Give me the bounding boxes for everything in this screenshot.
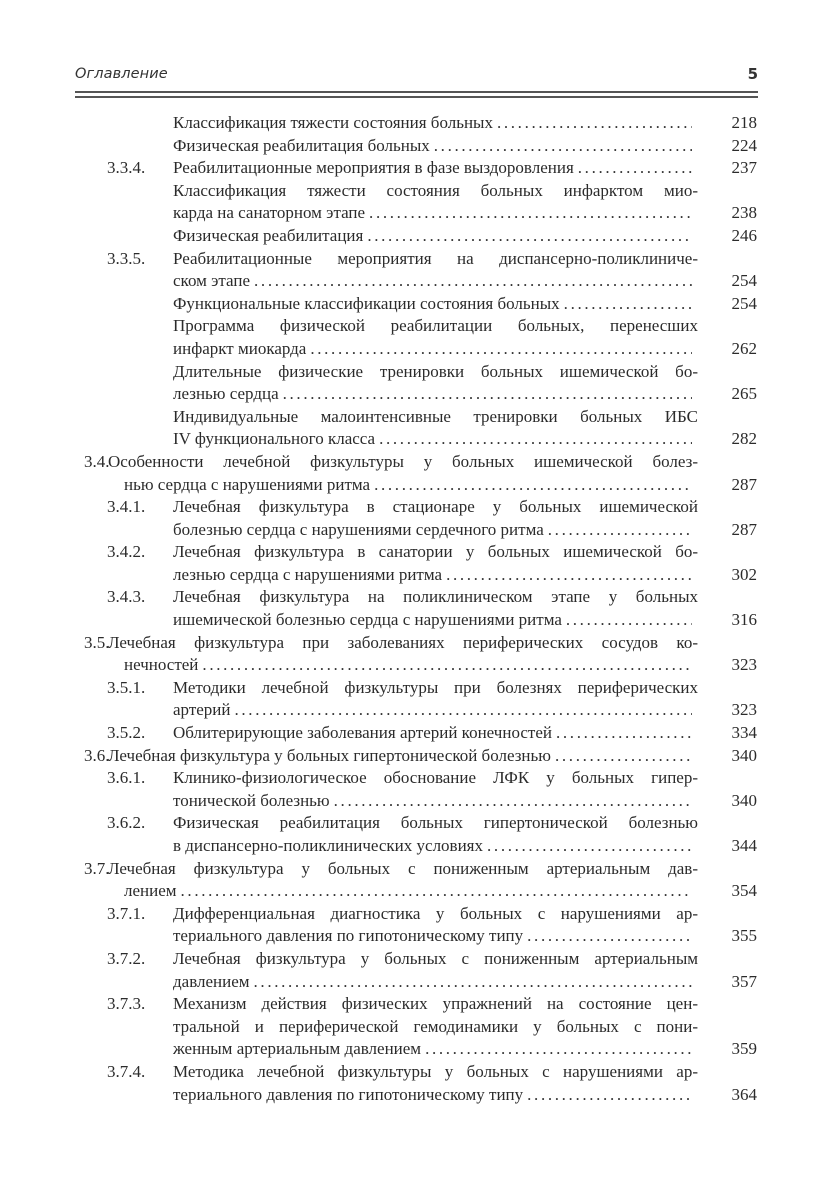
toc-entry-title: Лечебная физкультура у больных с пониженным артериальным (173, 948, 698, 968)
toc-entry-title: в диспансерно-поликлинических условиях (173, 836, 484, 855)
toc-entry-page[interactable]: 355 (731, 926, 757, 946)
toc-entry-page[interactable]: 265 (731, 384, 757, 404)
toc-entry-line (0, 406, 839, 429)
toc-entry-page[interactable]: 323 (731, 700, 757, 720)
toc-entry-page[interactable]: 262 (731, 338, 757, 358)
toc-entry-line (0, 925, 839, 948)
toc-entry-title: Лечебная физкультура у больных гипертонической болезнью (108, 745, 551, 765)
toc-entry-page[interactable]: 246 (731, 225, 757, 245)
dot-leader (556, 722, 692, 745)
dot-leader (487, 835, 692, 858)
toc-entry-number: 3.7.4. (107, 1061, 146, 1081)
dot-leader (578, 157, 692, 180)
dot-leader (235, 699, 693, 722)
toc-entry-line (0, 474, 839, 497)
running-header (75, 66, 758, 90)
toc-entry-line (0, 632, 839, 655)
toc-entry[interactable] (0, 745, 839, 768)
toc-entry-page[interactable]: 334 (731, 723, 757, 743)
dot-leader (367, 225, 692, 248)
toc-entry-line (0, 971, 839, 994)
toc-entry-line (0, 609, 839, 632)
toc-entry-title: Реабилитационные мероприятия на диспансерно-поликлиниче- (173, 248, 698, 268)
toc-entry-title: Реабилитационные мероприятия в фазе выздоровления (173, 158, 574, 178)
dot-leader (425, 1038, 692, 1061)
dot-leader (310, 338, 692, 361)
toc-entry-line (0, 993, 839, 1016)
toc-entry[interactable] (0, 112, 839, 135)
dot-leader (527, 1084, 692, 1107)
toc-entry-line (0, 586, 839, 609)
toc-entry-page[interactable]: 282 (731, 429, 757, 449)
toc-entry-line (0, 903, 839, 926)
dot-leader (434, 135, 692, 158)
toc-entry-title: Особенности лечебной физкультуры у больных ишемической болез- (108, 451, 698, 471)
toc-entry-line (0, 383, 839, 406)
page-number: 5 (747, 65, 758, 83)
toc-entry-title: инфаркт миокарда (173, 338, 307, 358)
toc-entry-line (0, 1016, 839, 1039)
dot-leader (548, 519, 692, 542)
toc-entry-title: Функциональные классификации состояния больных (173, 293, 560, 313)
toc-entry-title: давлением (173, 971, 250, 991)
toc-entry-page[interactable]: 340 (731, 790, 757, 810)
toc-entry-line (0, 1038, 839, 1061)
toc-entry-title: Классификация тяжести состояния больных (173, 113, 493, 132)
toc-entry[interactable] (0, 903, 839, 948)
toc-entry-page[interactable]: 224 (731, 135, 757, 155)
toc-entry-line (0, 835, 839, 858)
toc-entry-number: 3.4. (84, 451, 110, 471)
toc-entry-line (0, 315, 839, 338)
toc-entry-title: териального давления по гипотоническому типу (173, 926, 524, 946)
toc-entry-line (0, 496, 839, 519)
toc-entry[interactable] (0, 812, 839, 857)
toc-entry-title: Механизм действия физических упражнений на состояние цен- (173, 994, 698, 1014)
toc-entry[interactable] (0, 632, 839, 677)
dot-leader (202, 654, 692, 677)
toc-entry-line (0, 1061, 839, 1084)
toc-entry-page[interactable]: 238 (731, 203, 757, 223)
toc-entry-page[interactable]: 340 (731, 745, 757, 765)
toc-entry-line (0, 202, 839, 225)
header-rule-bottom (75, 96, 758, 98)
toc-entry-line (0, 293, 839, 316)
toc-entry-line (0, 948, 839, 971)
toc-entry-line (0, 812, 839, 835)
toc-entry-line (0, 654, 839, 677)
toc-entry-title: тонической болезнью (173, 790, 330, 810)
toc-entry-number: 3.7.2. (107, 948, 146, 968)
toc-entry-line (0, 790, 839, 813)
toc-entry-title: Лечебная физкультура при заболеваниях периферических сосудов ко- (108, 632, 698, 652)
toc-entry-title: Дифференциальная диагностика у больных с нарушениями ар- (173, 903, 698, 923)
toc-entry[interactable] (0, 180, 839, 225)
toc-entry-number: 3.5.1. (107, 677, 146, 697)
toc-entry-line (0, 519, 839, 542)
dot-leader (446, 564, 692, 587)
toc-entry-line (0, 338, 839, 361)
toc-entry-page[interactable]: 364 (731, 1084, 757, 1104)
toc-entry[interactable] (0, 361, 839, 406)
toc-entry-number: 3.4.1. (107, 497, 146, 517)
toc-entry-number: 3.6.1. (107, 768, 146, 788)
toc-entry-title: болезнью сердца с нарушениями сердечного ритма (173, 519, 544, 539)
toc-entry-number: 3.3.4. (107, 158, 146, 178)
toc-entry[interactable] (0, 293, 839, 316)
toc-entry-line (0, 564, 839, 587)
toc-entry-page[interactable]: 287 (731, 519, 757, 539)
toc-entry-number: 3.7.3. (107, 994, 146, 1014)
toc-entry-title: Лечебная физкультура у больных с пониженным артериальным дав- (108, 858, 698, 878)
toc-entry-title: Лечебная физкультура на поликлиническом этапе у больных (173, 587, 698, 607)
toc-entry[interactable] (0, 541, 839, 586)
toc-entry[interactable] (0, 722, 839, 745)
toc-entry-title: IV функционального класса (173, 429, 376, 449)
toc-entry-title: Методики лечебной физкультуры при болезнях периферических (173, 677, 698, 697)
toc-entry-page[interactable]: 254 (731, 293, 757, 313)
dot-leader (564, 293, 692, 316)
toc-entry-number: 3.7.1. (107, 903, 146, 923)
toc-entry-title: нечностей (124, 655, 199, 675)
toc-entry-line (0, 745, 839, 768)
dot-leader (379, 428, 692, 451)
toc-entry-line (0, 767, 839, 790)
dot-leader (254, 270, 692, 293)
toc-entry-line (0, 677, 839, 700)
toc-entry-page[interactable]: 254 (731, 271, 757, 291)
toc-entry[interactable] (0, 157, 839, 180)
toc-entry-page[interactable]: 357 (731, 971, 757, 991)
toc-entry-page[interactable]: 344 (731, 836, 757, 855)
toc-entry-title: Методика лечебной физкультуры у больных с нарушениями ар- (173, 1061, 698, 1081)
running-header-title: Оглавление (75, 66, 168, 82)
toc-entry-page[interactable]: 218 (731, 113, 757, 132)
toc-entry-number: 3.5. (84, 632, 110, 652)
toc-entry-line (0, 135, 839, 158)
toc-entry-title: лезнью сердца с нарушениями ритма (173, 564, 443, 584)
header-rule-top (75, 91, 758, 93)
toc-entry-line (0, 248, 839, 271)
toc-entry-title: териального давления по гипотоническому типу (173, 1084, 524, 1104)
toc-entry-title: нью сердца с нарушениями ритма (124, 474, 371, 494)
toc-entry-title: лезнью сердца (173, 384, 279, 404)
toc-entry-title: карда на санаторном этапе (173, 203, 366, 223)
toc-entry-title: Клинико-физиологическое обоснование ЛФК у больных гипер- (173, 768, 698, 788)
toc-entry-title: Физическая реабилитация (173, 225, 364, 245)
toc-entry-line (0, 858, 839, 881)
toc-entry[interactable] (0, 406, 839, 451)
toc-entry-page[interactable]: 323 (731, 655, 757, 675)
toc-entry-number: 3.3.5. (107, 248, 146, 268)
toc-entry-title: лением (124, 881, 177, 901)
toc-entry[interactable] (0, 767, 839, 812)
toc-entry-line (0, 112, 839, 135)
toc-entry-number: 3.7. (84, 858, 110, 878)
toc-entry[interactable] (0, 451, 839, 496)
toc-entry[interactable] (0, 315, 839, 360)
toc-entry-title: Длительные физические тренировки больных ишемической бо- (173, 361, 698, 381)
toc-entry-number: 3.6.2. (107, 813, 146, 833)
toc-entry-line (0, 880, 839, 903)
toc-entry-line (0, 157, 839, 180)
toc-entry-number: 3.6. (84, 745, 110, 765)
toc-entry-page[interactable]: 237 (731, 158, 757, 178)
toc-entry[interactable] (0, 677, 839, 722)
table-of-contents (0, 112, 839, 1106)
dot-leader (497, 112, 692, 135)
toc-entry-title: Классификация тяжести состояния больных инфарктом мио- (173, 180, 698, 200)
toc-entry-title: женным артериальным давлением (173, 1039, 422, 1059)
toc-entry-page[interactable]: 316 (731, 610, 757, 630)
toc-entry-page[interactable]: 359 (731, 1039, 757, 1059)
toc-entry-title: Индивидуальные малоинтенсивные тренировки больных ИБС (173, 406, 698, 426)
toc-entry-title: ишемической болезнью сердца с нарушениями ритма (173, 610, 562, 630)
toc-entry-number: 3.5.2. (107, 723, 146, 743)
toc-entry-title: Облитерирующие заболевания артерий конечностей (173, 723, 552, 743)
toc-entry[interactable] (0, 135, 839, 158)
toc-entry-title: ском этапе (173, 271, 251, 291)
toc-entry-line (0, 180, 839, 203)
toc-entry-page[interactable]: 354 (731, 881, 757, 901)
toc-entry-line (0, 270, 839, 293)
toc-entry-title: Физическая реабилитация больных гипертонической болезнью (173, 813, 698, 833)
toc-entry-page[interactable]: 287 (731, 474, 757, 494)
toc-entry[interactable] (0, 1061, 839, 1106)
toc-entry-line (0, 428, 839, 451)
toc-entry[interactable] (0, 993, 839, 1061)
toc-entry[interactable] (0, 586, 839, 631)
dot-leader (566, 609, 692, 632)
toc-entry-line (0, 722, 839, 745)
dot-leader (283, 383, 692, 406)
toc-entry[interactable] (0, 948, 839, 993)
dot-leader (334, 790, 692, 813)
toc-entry[interactable] (0, 225, 839, 248)
dot-leader (369, 202, 692, 225)
dot-leader (374, 474, 692, 497)
toc-entry-line (0, 541, 839, 564)
toc-entry[interactable] (0, 858, 839, 903)
toc-entry-title: Физическая реабилитация больных (173, 135, 430, 155)
toc-entry-title: артерий (173, 700, 231, 720)
toc-entry-number: 3.4.3. (107, 587, 146, 607)
toc-entry-page[interactable]: 302 (731, 564, 757, 584)
toc-entry[interactable] (0, 496, 839, 541)
toc-entry-line (0, 451, 839, 474)
toc-entry-line (0, 1084, 839, 1107)
dot-leader (555, 745, 692, 768)
toc-entry-title: Лечебная физкультура в санатории у больных ишемической бо- (173, 542, 698, 562)
toc-entry-title: Лечебная физкультура в стационаре у больных ишемической (173, 497, 698, 517)
toc-entry-title: Программа физической реабилитации больных, перенесших (173, 316, 698, 336)
dot-leader (181, 880, 692, 903)
toc-entry-number: 3.4.2. (107, 542, 146, 562)
toc-entry[interactable] (0, 248, 839, 293)
toc-entry-line (0, 361, 839, 384)
toc-entry-line (0, 699, 839, 722)
dot-leader (254, 971, 692, 994)
dot-leader (527, 925, 692, 948)
toc-entry-line (0, 225, 839, 248)
toc-entry-title: тральной и периферической гемодинамики у больных с пони- (173, 1016, 698, 1036)
